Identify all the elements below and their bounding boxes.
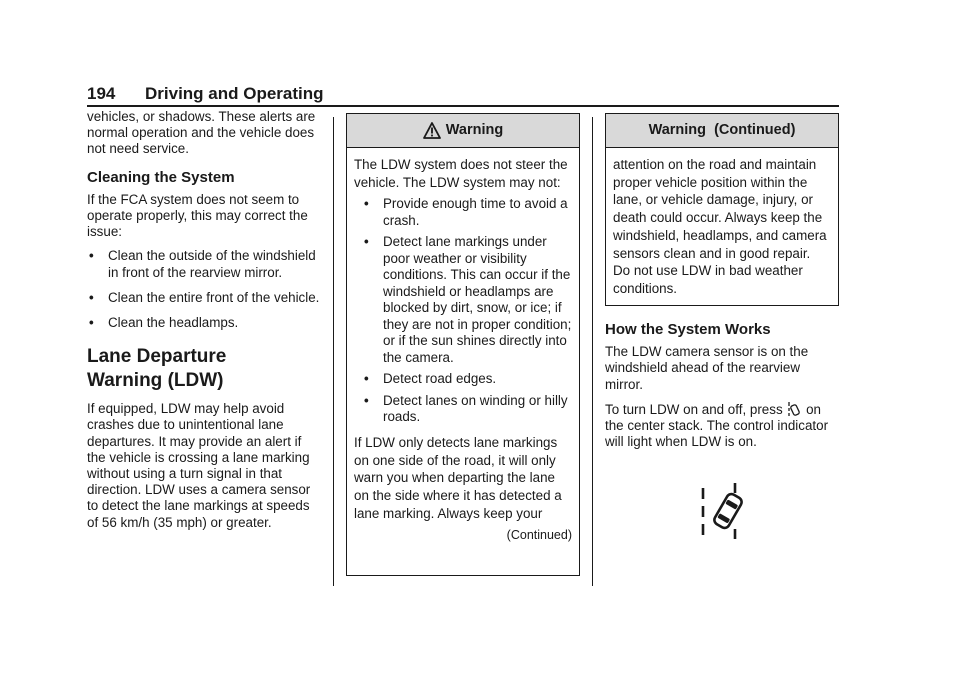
header-rule xyxy=(87,105,839,107)
cleaning-heading: Cleaning the System xyxy=(87,168,235,186)
section-title: Driving and Operating xyxy=(145,84,324,103)
warning-list xyxy=(362,196,572,426)
warning-triangle-icon xyxy=(423,122,441,139)
ldw-heading-line1: Lane Departure xyxy=(87,346,227,368)
how-heading: How the System Works xyxy=(605,321,771,338)
warning-continued-title: Warning (Continued) xyxy=(648,121,796,138)
warning-header xyxy=(347,114,579,148)
column-left xyxy=(87,109,321,539)
list-item: • Clean the outside of the windshield in front of the rearview mirror. xyxy=(87,248,321,280)
column-divider-left xyxy=(333,117,334,586)
lane-departure-indicator-icon xyxy=(695,481,751,541)
warning-continued-box xyxy=(605,113,839,306)
turn-on-text-before: To turn LDW on and off, press xyxy=(605,401,783,417)
lane-departure-icon xyxy=(787,401,801,417)
turn-on-text-after: on the center stack. The control indicator will light when LDW is on. xyxy=(605,401,829,450)
list-item: • Detect road edges. xyxy=(362,371,572,388)
warning-continued-body xyxy=(606,148,838,309)
turn-on-paragraph xyxy=(605,401,837,451)
list-item: • Clean the entire front of the vehicle. xyxy=(87,290,321,306)
column-divider-right xyxy=(592,117,593,586)
warning-outro: If LDW only detects lane markings on one side of the road, it will only warn you when departing the lane on the side where it has detected a lane marking. Always keep your xyxy=(354,434,562,521)
warning-title: Warning xyxy=(445,121,504,138)
continued-label: (Continued) xyxy=(506,528,572,543)
column-right xyxy=(605,310,837,458)
list-item: • Clean the headlamps. xyxy=(87,315,321,331)
page-number: 194 xyxy=(87,84,116,103)
ldw-paragraph: If equipped, LDW may help avoid crashes due to unintentional lane departures. It may provide an alert if the vehicle is crossing a lane marking without using a turn signal in that direction. LDW uses a camera sensor to detect the lane markings at speeds of 56 km/h (35 mph) or greater. xyxy=(87,401,311,530)
how-paragraph: The LDW camera sensor is on the windshield ahead of the rearview mirror. xyxy=(605,344,809,392)
intro-paragraph: vehicles, or shadows. These alerts are normal operation and the vehicle does not need service. xyxy=(87,109,316,157)
cleaning-intro: If the FCA system does not seem to operate properly, this may correct the issue: xyxy=(87,191,308,240)
warning-box xyxy=(346,113,580,576)
list-item: • Provide enough time to avoid a crash. xyxy=(362,196,572,229)
list-item: • Detect lanes on winding or hilly roads. xyxy=(362,393,572,426)
page-header xyxy=(87,82,839,106)
warning-intro: The LDW system does not steer the vehicle. The LDW system may not: xyxy=(354,157,568,190)
list-item: • Detect lane markings under poor weather or visibility conditions. This can occur if the windshield or headlamps are blocked by dirt, snow, or ice; if they are not in proper condition; or if the sun shines directly into the camera. xyxy=(362,234,572,366)
cleaning-list xyxy=(87,248,321,331)
ldw-heading-line2: Warning (LDW) xyxy=(87,370,224,392)
warning-continued-text: attention on the road and maintain proper vehicle position within the lane, or vehicle damage, injury, or death could occur. Always keep the windshield, headlamps, and camera sensors clean and in good repair. Do not use LDW in bad weather conditions. xyxy=(613,157,827,296)
warning-continued-header xyxy=(606,114,838,148)
ldw-heading xyxy=(87,345,321,393)
warning-body xyxy=(347,148,579,551)
